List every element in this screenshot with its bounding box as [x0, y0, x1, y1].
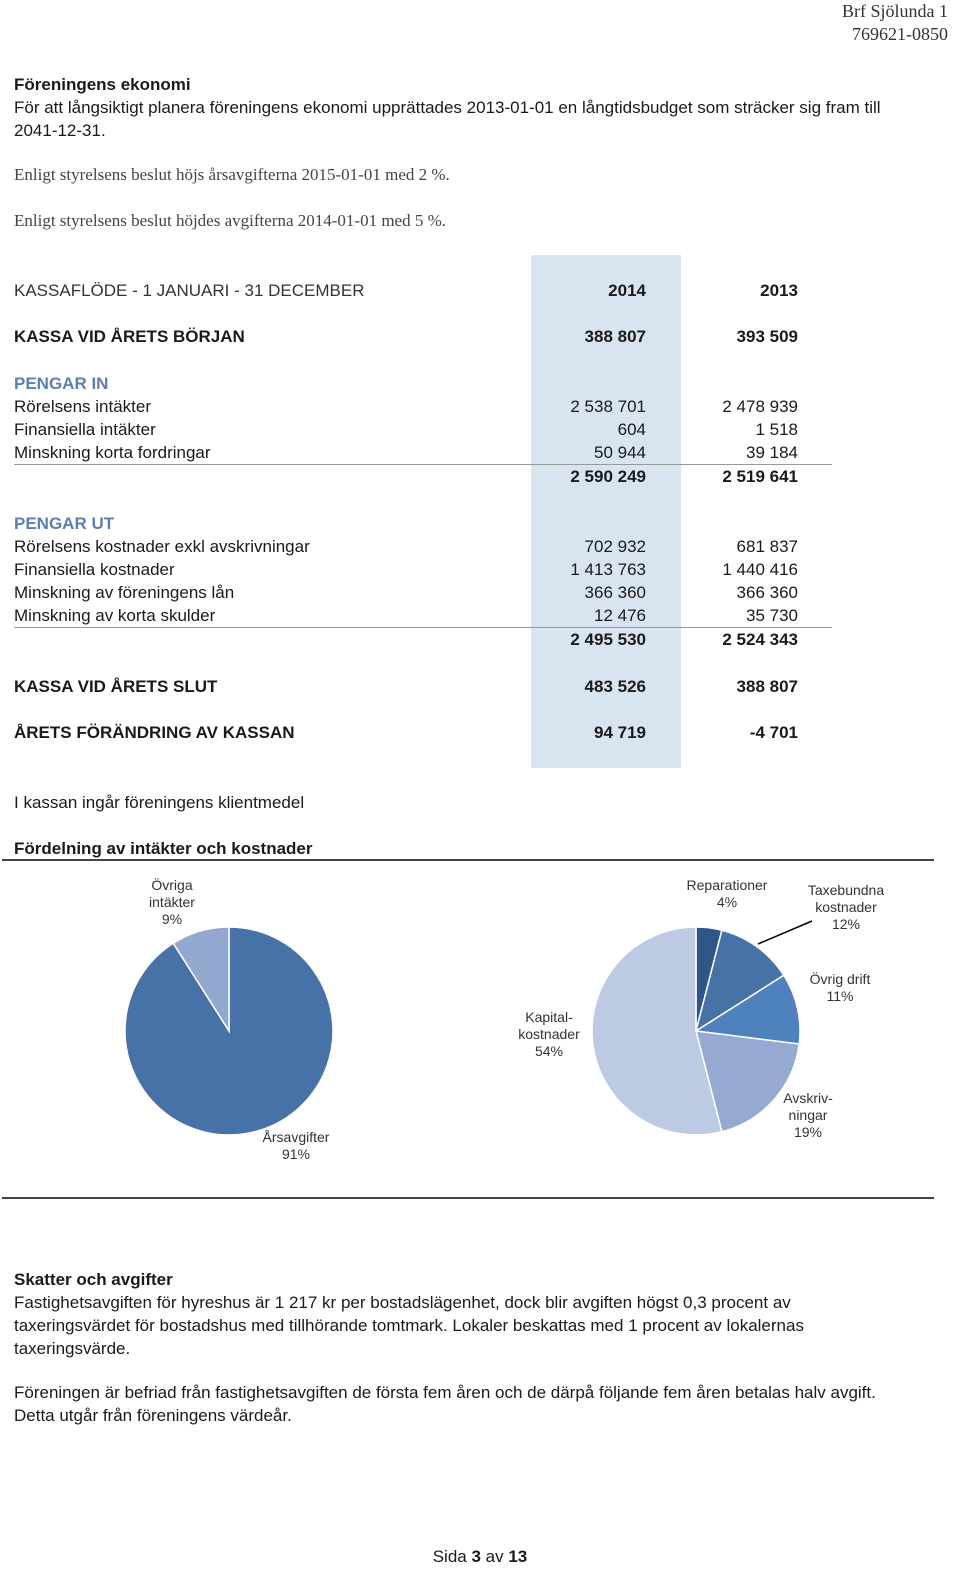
- in-total-v1: 2 590 249: [570, 467, 646, 486]
- economy-text-2: 2041-12-31.: [14, 121, 106, 140]
- row-label: Minskning korta fordringar: [14, 443, 211, 462]
- row-v2: 366 360: [736, 583, 798, 602]
- row-v2: 681 837: [736, 537, 798, 556]
- row-v1: 12 476: [594, 606, 646, 625]
- pie-label-kapitalkostnader: Kapital-kostnader 54%: [518, 1009, 580, 1059]
- distribution-charts: [0, 860, 960, 1200]
- table-row: [14, 581, 834, 604]
- opening-v1: 388 807: [584, 327, 646, 346]
- row-label: Finansiella kostnader: [14, 560, 175, 579]
- row-label: Rörelsens intäkter: [14, 397, 152, 416]
- change-v1: 94 719: [594, 723, 646, 742]
- row-v1: 604: [617, 420, 646, 439]
- year-2013: 2013: [760, 281, 798, 300]
- client-note: I kassan ingår föreningens klientmedel: [14, 793, 305, 812]
- change-label: ÅRETS FÖRÄNDRING AV KASSAN: [14, 723, 295, 742]
- out-title-row: [14, 512, 834, 535]
- row-v2: 39 184: [746, 443, 798, 462]
- org-number: 769621-0850: [852, 24, 948, 44]
- footer-page: 3: [471, 1547, 481, 1566]
- row-label: Minskning av föreningens lån: [14, 583, 235, 602]
- table-row: [14, 558, 834, 581]
- pie-label-taxebundna-kostnader: Taxebundna kostnader 12%: [807, 882, 885, 932]
- cashflow-header-row: [14, 279, 834, 302]
- footer-middle: av: [480, 1547, 509, 1566]
- out-total-v1: 2 495 530: [570, 630, 646, 649]
- row-label: Finansiella intäkter: [14, 420, 156, 439]
- row-v2: 35 730: [746, 606, 798, 625]
- closing-v1: 483 526: [584, 677, 646, 696]
- taxes-text-3: taxeringsvärde.: [14, 1339, 131, 1358]
- distribution-title: Fördelning av intäkter och kostnader: [14, 839, 313, 858]
- row-label: Minskning av korta skulder: [14, 606, 216, 625]
- pie-label-reparationer: Reparationer 4%: [686, 877, 768, 910]
- row-v1: 50 944: [594, 443, 646, 462]
- row-v1: 2 538 701: [570, 397, 646, 416]
- row-v1: 1 413 763: [570, 560, 646, 579]
- closing-label: KASSA VID ÅRETS SLUT: [14, 677, 218, 696]
- cashflow-title: KASSAFLÖDE - 1 JANUARI - 31 DECEMBER: [14, 281, 365, 300]
- association-name: Brf Sjölunda 1: [842, 1, 948, 21]
- in-title: PENGAR IN: [14, 374, 109, 393]
- opening-row: [14, 325, 834, 348]
- chart-bottom-rule: [2, 1197, 934, 1199]
- pie-label-ovriga-intakter: Övriga intäkter 9%: [149, 877, 195, 927]
- taxes-text-5: Detta utgår från föreningens värdeår.: [14, 1406, 292, 1425]
- table-row: [14, 418, 834, 441]
- year-2014: 2014: [608, 281, 646, 300]
- taxes-text-4: Föreningen är befriad från fastighetsavgiften de första fem åren och de därpå följande fem åren betalas halv avgift.: [14, 1383, 876, 1402]
- change-v2: -4 701: [749, 723, 798, 742]
- out-title: PENGAR UT: [14, 514, 115, 533]
- row-v2: 1 440 416: [722, 560, 798, 579]
- taxes-text-2: taxeringsvärdet för bostadshus med tillhörande tomtmark. Lokaler beskattas med 1 procent av lokalernas: [14, 1316, 804, 1335]
- economy-text-4: Enligt styrelsens beslut höjdes avgifterna 2014-01-01 med 5 %.: [14, 211, 446, 230]
- opening-label: KASSA VID ÅRETS BÖRJAN: [14, 327, 245, 346]
- row-v1: 366 360: [584, 583, 646, 602]
- economy-text-3: Enligt styrelsens beslut höjs årsavgifterna 2015-01-01 med 2 %.: [14, 165, 450, 184]
- table-row: [14, 604, 834, 627]
- pie-label-avskrivningar: Avskriv-ningar 19%: [783, 1090, 833, 1140]
- row-v2: 2 478 939: [722, 397, 798, 416]
- leader-line-taxebundna-kostnader: [758, 921, 812, 944]
- pie-label-arsavgifter: Årsavgifter 91%: [262, 1129, 330, 1162]
- closing-v2: 388 807: [736, 677, 798, 696]
- table-row: [14, 441, 834, 464]
- opening-v2: 393 509: [736, 327, 798, 346]
- row-label: Rörelsens kostnader exkl avskrivningar: [14, 537, 310, 556]
- taxes-text-1: Fastighetsavgiften för hyreshus är 1 217 kr per bostadslägenhet, dock blir avgiften högst 0,3 procent av: [14, 1293, 791, 1312]
- table-row: [14, 395, 834, 418]
- row-v1: 702 932: [584, 537, 646, 556]
- row-v2: 1 518: [755, 420, 798, 439]
- footer-total: 13: [508, 1547, 528, 1566]
- out-total-v2: 2 524 343: [722, 630, 798, 649]
- economy-title: Föreningens ekonomi: [14, 75, 191, 94]
- table-row: [14, 535, 834, 558]
- in-total-row: [14, 465, 834, 488]
- out-total-row: [14, 628, 834, 651]
- pie-label-ovrig-drift: Övrig drift 11%: [809, 971, 871, 1004]
- document-header: [842, 0, 948, 46]
- change-row: [14, 721, 834, 744]
- footer-prefix: Sida: [432, 1547, 472, 1566]
- taxes-title: Skatter och avgifter: [14, 1270, 173, 1289]
- in-title-row: [14, 372, 834, 395]
- page-footer: [0, 1547, 960, 1567]
- economy-text-1: För att långsiktigt planera föreningens ekonomi upprättades 2013-01-01 en långtidsbudget som sträcker sig fram till: [14, 98, 881, 117]
- closing-row: [14, 675, 834, 698]
- in-total-v2: 2 519 641: [722, 467, 798, 486]
